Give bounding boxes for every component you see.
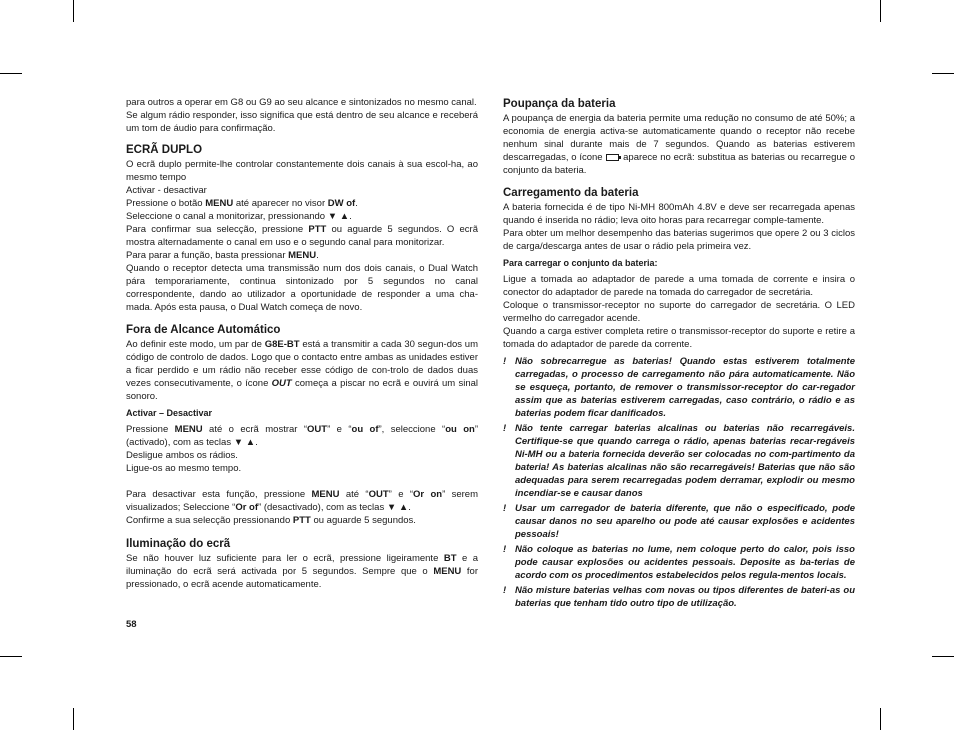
fora-alcance-p5: Para desactivar esta função, pressione MENU até “OUT” e “Or on” serem visualizados; Seleccione “Or of” (desactivado), com as teclas ▼ ▲. xyxy=(126,489,479,513)
ecra-duplo-p7: Quando o receptor detecta uma transmissão num dos dois canais, o Dual Watch pára temporariamente, continua sintonizado por 5 segundos no canal correspondente, dando ao utilizador a oportunidade de responder a uma cha-mada. Após esta pausa, o Dual Watch começa de novo. xyxy=(126,263,478,313)
heading-iluminacao: Iluminação do ecrã xyxy=(126,538,231,550)
fora-alcance-p3: Desligue ambos os rádios. xyxy=(126,450,238,461)
carregamento-p3: Ligue a tomada ao adaptador de parede a uma tomada de corrente e insira o conector do adaptador de parede na tomada do carregador de secretária. xyxy=(503,274,855,298)
carregamento-p2: Para obter um melhor desempenho das baterias sugerimos que opere 2 ou 3 ciclos de carga/descarga antes de usar o rádio pela primeira vez. xyxy=(503,228,855,252)
crop-mark-top-right-h xyxy=(932,73,954,74)
fora-alcance-p4: Ligue-os ao mesmo tempo. xyxy=(126,463,242,474)
warning-item: ! Não sobrecarregue as baterias! Quando estas estiverem totalmente carregadas, o processo de carregamento não pára automaticamente. Não se esqueça, portanto, de remover o transmissor-receptor do car-regador assim que as baterias estiverem carregadas, caso contrário, o rádio e as baterias podem ficar danificados. xyxy=(503,356,855,419)
warning-mark: ! xyxy=(503,544,507,555)
intro-paragraph-2: Se algum rádio responder, isso significa que está dentro de seu alcance e receberá um tom de áudio para confirmação. xyxy=(126,110,478,134)
heading-poupanca-bateria: Poupança da bateria xyxy=(503,98,616,110)
crop-mark-bottom-left-v xyxy=(73,708,74,730)
crop-mark-top-left-v xyxy=(73,0,74,22)
warning-mark: ! xyxy=(503,585,507,596)
fora-alcance-p2: Pressione MENU até o ecrã mostrar “OUT” e “ou of”, seleccione “ou on” (activado), com as teclas ▼ ▲. xyxy=(126,424,478,448)
battery-icon xyxy=(606,154,619,161)
warning-mark: ! xyxy=(503,423,507,434)
warning-item: ! Não tente carregar baterias alcalinas ou baterias não recarregáveis. Certifique-se que quando carrega o rádio, apenas baterias recar-regáveis Ni-MH ou a bateria fornecida deverão ser colocadas no com-partimento da bateria! As baterias alcalinas não são recarregáveis! Baterias que não são adequadas para serem recarregadas podem derramar, explodir ou mesmo incendiar-se e causar danos xyxy=(503,423,855,499)
heading-ecra-duplo: ECRÃ DUPLO xyxy=(126,144,203,156)
poupanca-p1: A poupança de energia da bateria permite uma redução no consumo de até 50%; a economia de energia activa-se automaticamente quando o receptor não recebe nenhum sinal durante mais de 7 segundos. Quando as baterias estiverem descarregadas, o ícone aparece no ecrã: substitua as baterias ou recarregue o conjunto da bateria. xyxy=(503,113,855,176)
crop-mark-bottom-right-v xyxy=(880,708,881,730)
warning-mark: ! xyxy=(503,503,507,514)
fora-alcance-p6: Confirme a sua selecção pressionando PTT ou aguarde 5 segundos. xyxy=(126,515,416,526)
carregamento-p1: A bateria fornecida é de tipo Ni-MH 800mAh 4.8V e deve ser recarregada apenas quando é inserida no rádio; leva oito horas para recarregar comple-tamente. xyxy=(503,202,855,226)
intro-paragraph-1: para outros a operar em G8 ou G9 ao seu alcance e sintonizados no mesmo canal. xyxy=(126,97,477,108)
ecra-duplo-p5: Para confirmar sua selecção, pressione PTT ou aguarde 5 segundos. O ecrã mostra alternadamente o canal em uso e o segundo canal para monitorizar. xyxy=(126,224,478,248)
ecra-duplo-p3: Pressione o botão MENU até aparecer no visor DW of. xyxy=(126,198,358,209)
carregamento-p5: Quando a carga estiver completa retire o transmissor-receptor do suporte e retire a tomada do adaptador de parede da corrente. xyxy=(503,326,855,350)
page-number: 58 xyxy=(126,619,137,630)
crop-mark-top-left-h xyxy=(0,73,22,74)
subheading-activar-desactivar: Activar – Desactivar xyxy=(126,408,213,418)
right-column xyxy=(503,97,855,612)
heading-carregamento-bateria: Carregamento da bateria xyxy=(503,187,639,199)
ecra-duplo-p6: Para parar a função, basta pressionar MENU. xyxy=(126,250,319,261)
carregamento-p4: Coloque o transmissor-receptor no suporte do carregador de secretária. O LED vermelho do carregador acende. xyxy=(503,300,855,324)
ecra-duplo-p1: O ecrã duplo permite-lhe controlar constantemente dois canais à sua escol-ha, ao mesmo tempo xyxy=(126,159,478,183)
spacer xyxy=(126,475,478,488)
warning-item: ! Não coloque as baterias no lume, nem coloque perto do calor, pois isso pode causar explosões ou acidentes pessoais. Deposite as ba-terias de acordo com os procedimentos estabelecidos pelos regula-mentos locais. xyxy=(503,544,855,581)
iluminacao-p1: Se não houver luz suficiente para ler o ecrã, pressione ligeiramente BT e a iluminação do ecrã será activada por 5 segundos. Sempre que o MENU for pressionado, o ecrã acende automaticamente. xyxy=(126,553,478,590)
crop-mark-bottom-right-h xyxy=(932,656,954,657)
ecra-duplo-p2: Activar - desactivar xyxy=(126,185,207,196)
warning-item: ! Usar um carregador de bateria diferente, que não o especificado, pode causar danos no seu aparelho ou pode até causar explosões e acidentes pessoais! xyxy=(503,503,855,540)
left-column xyxy=(126,96,478,591)
ecra-duplo-p4: Seleccione o canal a monitorizar, pressionando ▼ ▲. xyxy=(126,211,352,222)
warning-item: ! Não misture baterias velhas com novas ou tipos diferentes de bateri-as ou baterias que tenham tido outro tipo de utilização. xyxy=(503,585,855,609)
warning-mark: ! xyxy=(503,356,507,367)
crop-mark-top-right-v xyxy=(880,0,881,22)
fora-alcance-p1: Ao definir este modo, um par de G8E-BT está a transmitir a cada 30 segun-dos um código de controlo de dados. Logo que o contacto entre ambas as unidades estiver a ficar perdido e um rádio não receber esse código de con-trolo de dados duas vezes consecutivamente, o ícone OUT começa a piscar no ecrã e ouvirá um sinal sonoro. xyxy=(126,339,479,402)
subheading-para-carregar: Para carregar o conjunto da bateria: xyxy=(503,258,658,268)
warnings-list xyxy=(503,355,855,610)
heading-fora-alcance: Fora de Alcance Automático xyxy=(126,324,281,336)
crop-mark-bottom-left-h xyxy=(0,656,22,657)
